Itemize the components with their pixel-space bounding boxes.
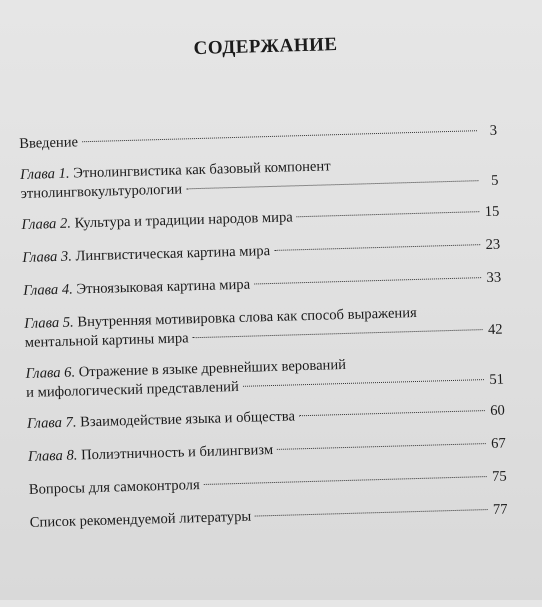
toc-entry-chapter-4 <box>23 269 501 301</box>
toc-entry-title: Культура и традиции народов мира <box>74 209 293 232</box>
toc-entry-chapter-7 <box>27 402 505 434</box>
toc-page-number: 33 <box>486 269 502 286</box>
chapter-label: Глава 2. <box>21 215 72 233</box>
toc-entry-title: Список рекомендуемой литературы <box>29 508 252 531</box>
toc-page-number: 60 <box>490 402 506 419</box>
toc-page-number: 5 <box>490 172 499 189</box>
toc-entry-introduction <box>19 122 497 154</box>
table-of-contents <box>19 122 508 547</box>
toc-entry-title-continued: этнолингвокультурологии <box>20 181 183 202</box>
toc-entry-title: Полиэтничность и билингвизм <box>80 442 274 464</box>
toc-entry-title: Вопросы для самоконтроля <box>28 477 200 498</box>
toc-entry-chapter-5 <box>24 302 503 353</box>
toc-page-number: 3 <box>489 122 498 139</box>
dot-leader <box>297 211 480 217</box>
toc-page-number: 77 <box>492 501 508 518</box>
toc-entry-title: Этноязыковая картина мира <box>76 276 251 298</box>
chapter-label: Глава 1. <box>19 165 70 183</box>
toc-page-number: 75 <box>491 468 507 485</box>
toc-page-number: 51 <box>489 371 505 388</box>
dot-leader <box>204 476 487 485</box>
dot-leader <box>82 130 477 142</box>
dot-leader <box>255 509 487 516</box>
dot-leader <box>274 244 480 251</box>
chapter-label: Глава 3. <box>22 248 73 266</box>
toc-entry-title: Лингвистическая картина мира <box>75 243 271 265</box>
page-title: СОДЕРЖАНИЕ <box>193 34 338 60</box>
toc-page-number: 23 <box>485 236 501 254</box>
toc-entry-title: Внутренняя мотивировка слова как способ выражения <box>77 304 417 331</box>
toc-entry-title: Этнолингвистика как базовый компонент <box>72 158 331 182</box>
chapter-label: Глава 7. <box>26 414 77 432</box>
toc-entry-chapter-3 <box>22 236 500 268</box>
dot-leader <box>277 443 486 450</box>
toc-entry-self-check-questions <box>29 468 507 500</box>
chapter-label: Глава 4. <box>23 281 74 299</box>
toc-entry-chapter-1 <box>20 153 499 204</box>
dot-leader <box>186 180 478 189</box>
toc-entry-title-continued: ментальной картины мира <box>24 330 189 351</box>
chapter-label: Глава 8. <box>27 447 78 465</box>
toc-entry-title-continued: и мифологический представлений <box>25 378 239 401</box>
dot-leader <box>299 410 485 416</box>
toc-entry-chapter-2 <box>21 203 499 235</box>
toc-entry-title: Введение <box>18 134 79 152</box>
toc-entry-recommended-literature <box>30 501 508 533</box>
toc-entry-title: Отражение в языке древнейших верований <box>78 356 347 381</box>
dot-leader <box>193 329 483 338</box>
chapter-label: Глава 5. <box>24 314 74 332</box>
toc-entry-chapter-8 <box>28 435 506 467</box>
dot-leader <box>243 379 484 387</box>
toc-page-number: 42 <box>487 321 503 338</box>
toc-entry-title: Взаимодействие языка и общества <box>79 408 296 431</box>
toc-page-number: 15 <box>484 203 500 221</box>
dot-leader <box>254 277 481 284</box>
chapter-label: Глава 6. <box>25 364 76 382</box>
toc-page-number: 67 <box>490 435 506 452</box>
toc-entry-chapter-6 <box>25 352 504 403</box>
